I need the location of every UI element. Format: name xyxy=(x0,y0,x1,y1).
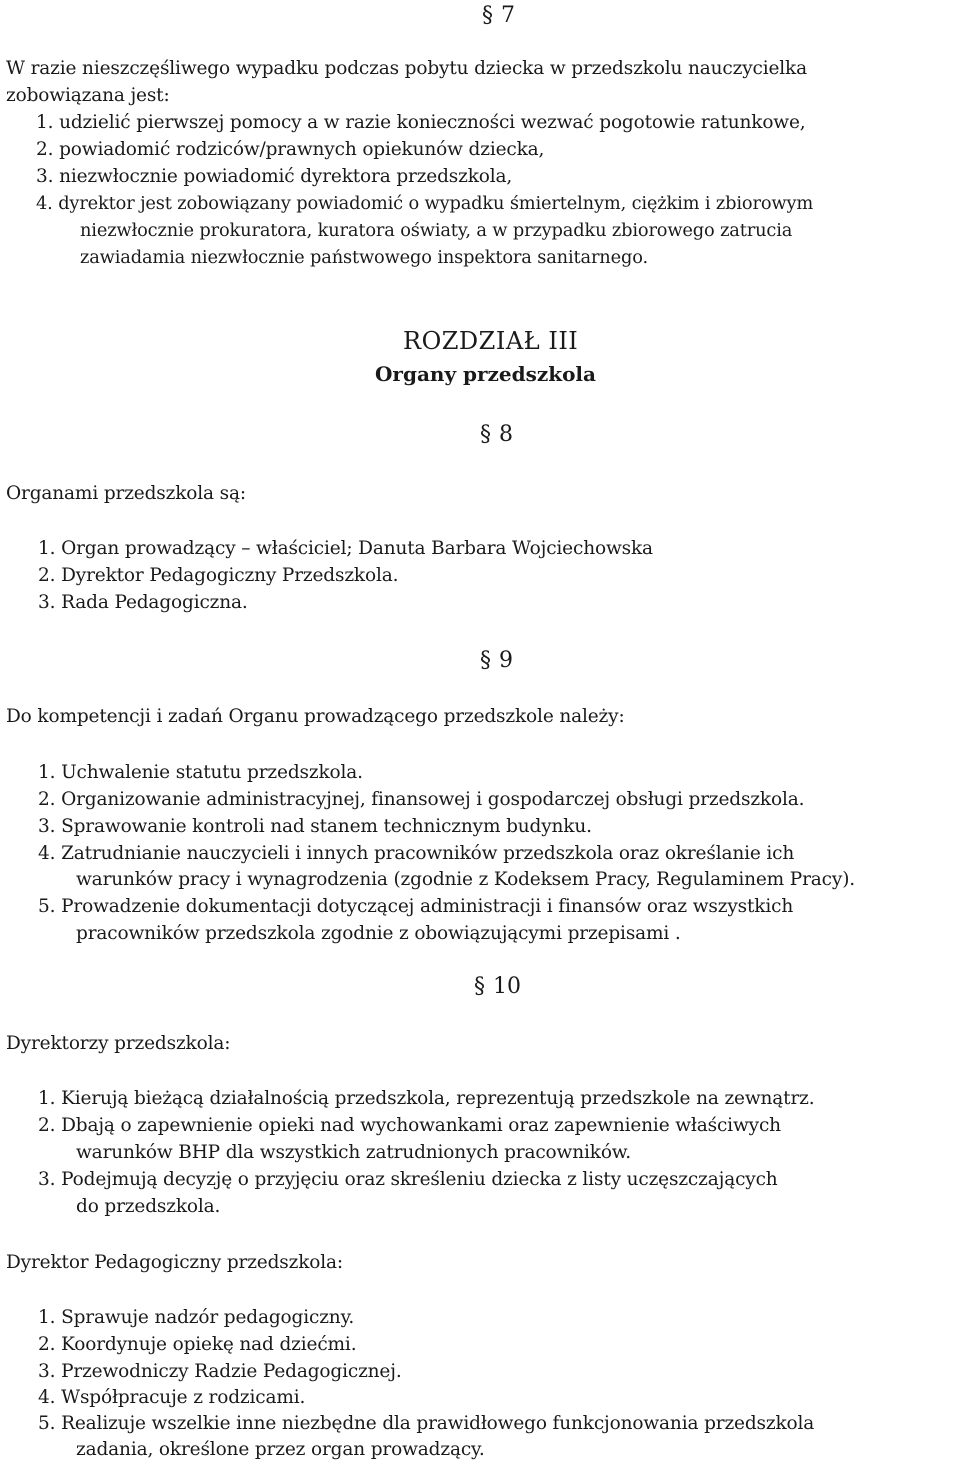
list-number: 2. xyxy=(38,565,56,586)
list-item xyxy=(38,1304,354,1331)
list-text: Koordynuje opiekę nad dziećmi. xyxy=(61,1334,357,1355)
list-number: 4. xyxy=(36,193,53,214)
accident-intro-line2: zobowiązana jest: xyxy=(6,85,170,106)
list-text: Kierują bieżącą działalnością przedszkola, reprezentują przedszkole na zewnątrz. xyxy=(61,1088,815,1109)
list-number: 5. xyxy=(38,1413,56,1434)
section-heading-7 xyxy=(482,2,515,30)
list-item xyxy=(38,1166,778,1193)
list-text: Organizowanie administracyjnej, finansowej i gospodarczej obsługi przedszkola. xyxy=(61,789,805,810)
list-item xyxy=(38,1085,814,1112)
list-text: powiadomić rodziców/prawnych opiekunów dziecka, xyxy=(59,139,545,160)
list-text: Dyrektor Pedagogiczny Przedszkola. xyxy=(61,565,399,586)
competences-intro: Do kompetencji i zadań Organu prowadzącego przedszkole należy: xyxy=(6,706,625,727)
list-item-continuation: niezwłocznie prokuratora, kuratora oświaty, a w przypadku zbiorowego zatrucia xyxy=(80,220,793,241)
list-number: 3. xyxy=(38,816,56,837)
list-text: Rada Pedagogiczna. xyxy=(61,592,248,613)
list-number: 1. xyxy=(38,538,56,559)
list-item xyxy=(38,813,592,840)
list-number: 2. xyxy=(38,1115,56,1136)
list-text: Przewodniczy Radzie Pedagogicznej. xyxy=(61,1361,402,1382)
list-number: 3. xyxy=(38,1169,56,1190)
list-text: niezwłocznie powiadomić dyrektora przedszkola, xyxy=(59,166,513,187)
list-item xyxy=(38,1384,305,1411)
list-number: 1. xyxy=(38,1088,56,1109)
list-number: 2. xyxy=(36,139,54,160)
list-item xyxy=(36,136,544,163)
chapter-title: ROZDZIAŁ III xyxy=(403,327,579,355)
section-symbol: § xyxy=(474,974,485,999)
section-number: 7 xyxy=(501,3,515,28)
list-item-continuation: zawiadamia niezwłocznie państwowego inspektora sanitarnego. xyxy=(80,247,648,268)
list-item xyxy=(38,1358,402,1385)
list-number: 2. xyxy=(38,1334,56,1355)
list-item-continuation: zadania, określone przez organ prowadzący. xyxy=(76,1439,485,1460)
accident-intro-line1: W razie nieszczęśliwego wypadku podczas pobytu dziecka w przedszkolu nauczycielka xyxy=(6,58,807,79)
section-number: 9 xyxy=(499,648,513,673)
list-number: 4. xyxy=(38,843,56,864)
list-text: Zatrudnianie nauczycieli i innych pracowników przedszkola oraz określanie ich xyxy=(61,843,795,864)
section-symbol: § xyxy=(482,3,493,28)
chapter-subtitle: Organy przedszkola xyxy=(375,362,596,386)
directors-intro: Dyrektorzy przedszkola: xyxy=(6,1033,231,1054)
section-heading-10 xyxy=(474,973,521,1001)
list-item xyxy=(38,535,653,562)
list-text: Realizuje wszelkie inne niezbędne dla prawidłowego funkcjonowania przedszkola xyxy=(61,1413,815,1434)
list-item xyxy=(38,1112,781,1139)
list-item xyxy=(38,1410,814,1437)
list-number: 4. xyxy=(38,1387,56,1408)
list-item xyxy=(38,1331,356,1358)
list-text: Dbają o zapewnienie opieki nad wychowankami oraz zapewnienie właściwych xyxy=(61,1115,781,1136)
list-text: udzielić pierwszej pomocy a w razie konieczności wezwać pogotowie ratunkowe, xyxy=(59,112,806,133)
list-item-continuation: warunków pracy i wynagrodzenia (zgodnie z Kodeksem Pracy, Regulaminem Pracy). xyxy=(76,869,855,890)
list-text: dyrektor jest zobowiązany powiadomić o wypadku śmiertelnym, ciężkim i zbiorowym xyxy=(58,193,814,214)
list-item-continuation: pracowników przedszkola zgodnie z obowiązującymi przepisami . xyxy=(76,923,681,944)
list-item-continuation: do przedszkola. xyxy=(76,1196,221,1217)
list-item xyxy=(38,562,398,589)
section-heading-9 xyxy=(480,647,513,675)
list-item xyxy=(36,190,813,217)
pedagogical-intro: Dyrektor Pedagogiczny przedszkola: xyxy=(6,1252,344,1273)
list-text: Sprawowanie kontroli nad stanem technicznym budynku. xyxy=(61,816,592,837)
list-text: Prowadzenie dokumentacji dotyczącej administracji i finansów oraz wszystkich xyxy=(61,896,794,917)
list-text: Podejmują decyzję o przyjęciu oraz skreśleniu dziecka z listy uczęszczających xyxy=(61,1169,778,1190)
section-heading-8 xyxy=(480,421,513,449)
list-number: 3. xyxy=(36,166,54,187)
section-number: 8 xyxy=(499,422,513,447)
section-symbol: § xyxy=(480,422,491,447)
section-number: 10 xyxy=(493,974,521,999)
list-text: Współpracuje z rodzicami. xyxy=(61,1387,306,1408)
list-number: 2. xyxy=(38,789,56,810)
list-item-continuation: warunków BHP dla wszystkich zatrudnionych pracowników. xyxy=(76,1142,632,1163)
list-item xyxy=(36,163,512,190)
list-number: 1. xyxy=(36,112,54,133)
list-number: 5. xyxy=(38,896,56,917)
section-symbol: § xyxy=(480,648,491,673)
list-text: Organ prowadzący – właściciel; Danuta Barbara Wojciechowska xyxy=(61,538,653,559)
list-number: 1. xyxy=(38,762,56,783)
list-item xyxy=(38,893,793,920)
list-item xyxy=(36,109,806,136)
list-number: 3. xyxy=(38,1361,56,1382)
list-item xyxy=(38,759,363,786)
list-number: 1. xyxy=(38,1307,56,1328)
list-text: Sprawuje nadzór pedagogiczny. xyxy=(61,1307,355,1328)
list-item xyxy=(38,589,248,616)
organs-intro: Organami przedszkola są: xyxy=(6,483,246,504)
list-item xyxy=(38,786,804,813)
list-text: Uchwalenie statutu przedszkola. xyxy=(61,762,363,783)
list-item xyxy=(38,840,794,867)
list-number: 3. xyxy=(38,592,56,613)
